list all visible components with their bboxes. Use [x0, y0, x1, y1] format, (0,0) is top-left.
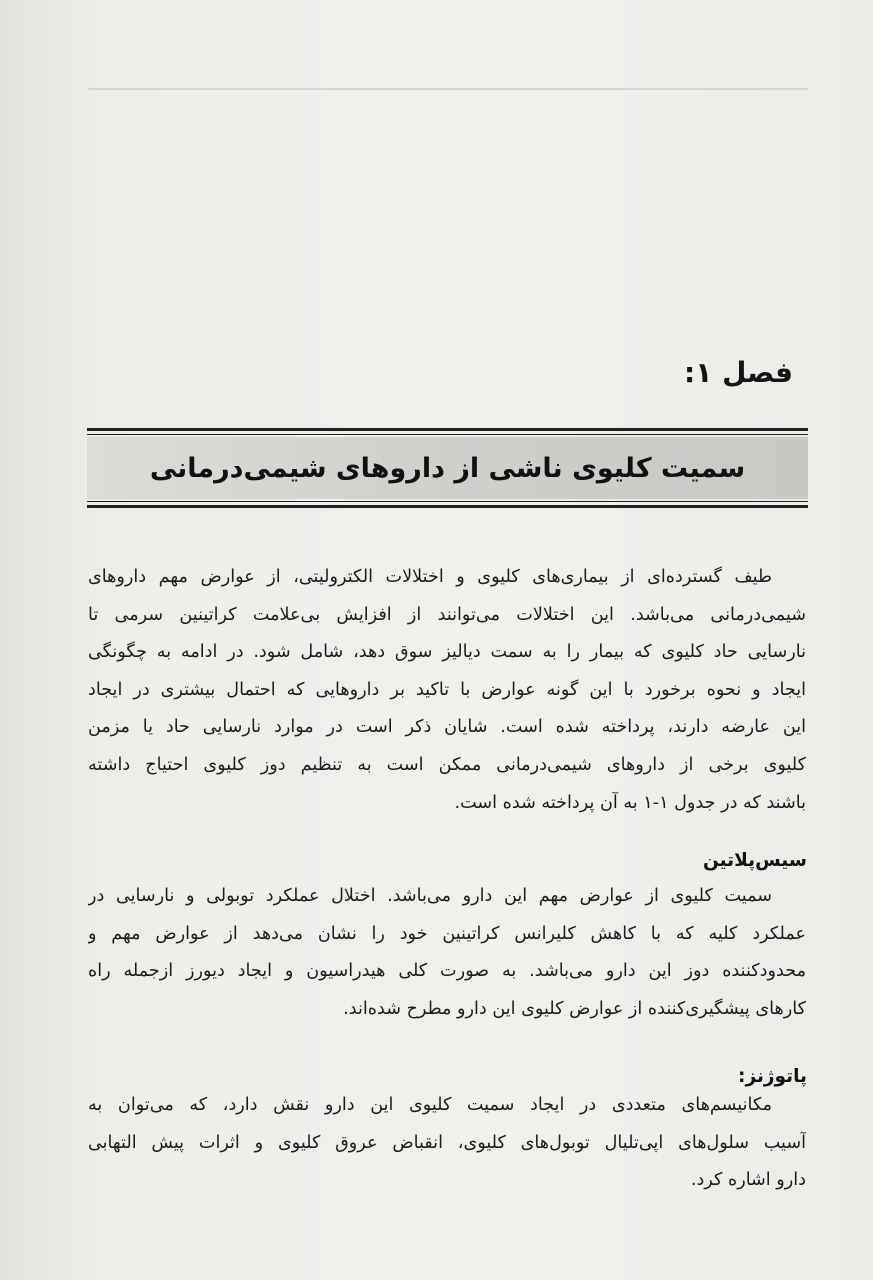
pathogenesis-line: آسیب سلول‌های اپی‌تلیال توبول‌های کلیوی، انقباض عروق کلیوی و اثرات پیش التهابی — [88, 1132, 806, 1153]
intro-line: طیف گسترده‌ای از بیماری‌های کلیوی و اختلالات الکترولیتی، از عوارض مهم داروهای — [88, 567, 772, 587]
intro-paragraph — [88, 559, 806, 822]
title-bottom-rule — [87, 505, 808, 508]
pathogenesis-paragraph — [88, 1087, 806, 1200]
title-band — [87, 437, 808, 499]
intro-line: شیمی‌درمانی می‌باشد. این اختلالات می‌توانند از افزایش بی‌علامت کراتینین سرمی تا — [88, 604, 806, 625]
intro-line: کلیوی برخی از داروهای شیمی‌درمانی ممکن است به تنظیم دوز کلیوی احتیاج داشته — [88, 754, 806, 775]
intro-line: ایجاد و نحوه برخورد با این گونه عوارض با تاکید بر داروهایی که احتمال بیشتری در ایجاد — [88, 679, 806, 700]
pathogenesis-heading: پاتوژنز: — [738, 1066, 807, 1087]
title-bottom-thin-rule — [87, 501, 808, 502]
bleed-through-rule — [88, 88, 808, 90]
chapter-label: فصل ۱: — [684, 356, 793, 389]
cisplatin-line: سمیت کلیوی از عوارض مهم این دارو می‌باشد. اختلال عملکرد توبولی و نارسایی در — [88, 886, 772, 906]
intro-line: این عارضه دارند، پرداخته شده است. شایان ذکر است در موارد نارسایی حاد یا مزمن — [88, 717, 806, 738]
pathogenesis-line: مکانیسم‌های متعددی در ایجاد سمیت کلیوی این دارو نقش دارد، که می‌توان به — [88, 1095, 772, 1115]
cisplatin-heading: سیس‌پلاتین — [702, 850, 807, 871]
cisplatin-line: کارهای پیشگیری‌کننده از عوارض کلیوی این دارو مطرح شده‌اند. — [343, 998, 806, 1019]
chapter-title-box — [87, 428, 808, 508]
title-top-thin-rule — [87, 434, 808, 435]
cisplatin-paragraph — [88, 878, 806, 1028]
pathogenesis-line: دارو اشاره کرد. — [690, 1170, 806, 1191]
intro-line: نارسایی حاد کلیوی که بیمار را به سمت دیالیز سوق دهد، شامل شود. در ادامه به چگونگی — [88, 642, 806, 663]
cisplatin-line: محدودکننده دوز این دارو می‌باشد. به صورت کلی هیدراسیون و ایجاد دیورز ازجمله راه — [88, 961, 806, 982]
chapter-title: سمیت کلیوی ناشی از داروهای شیمی‌درمانی — [149, 452, 746, 484]
title-top-rule — [87, 428, 808, 431]
intro-line: باشند که در جدول ۱-۱ به آن پرداخته شده است. — [454, 792, 806, 813]
cisplatin-line: عملکرد کلیه که با کاهش کلیرانس کراتینین خود را نشان می‌دهد از عوارض مهم و — [88, 923, 806, 944]
